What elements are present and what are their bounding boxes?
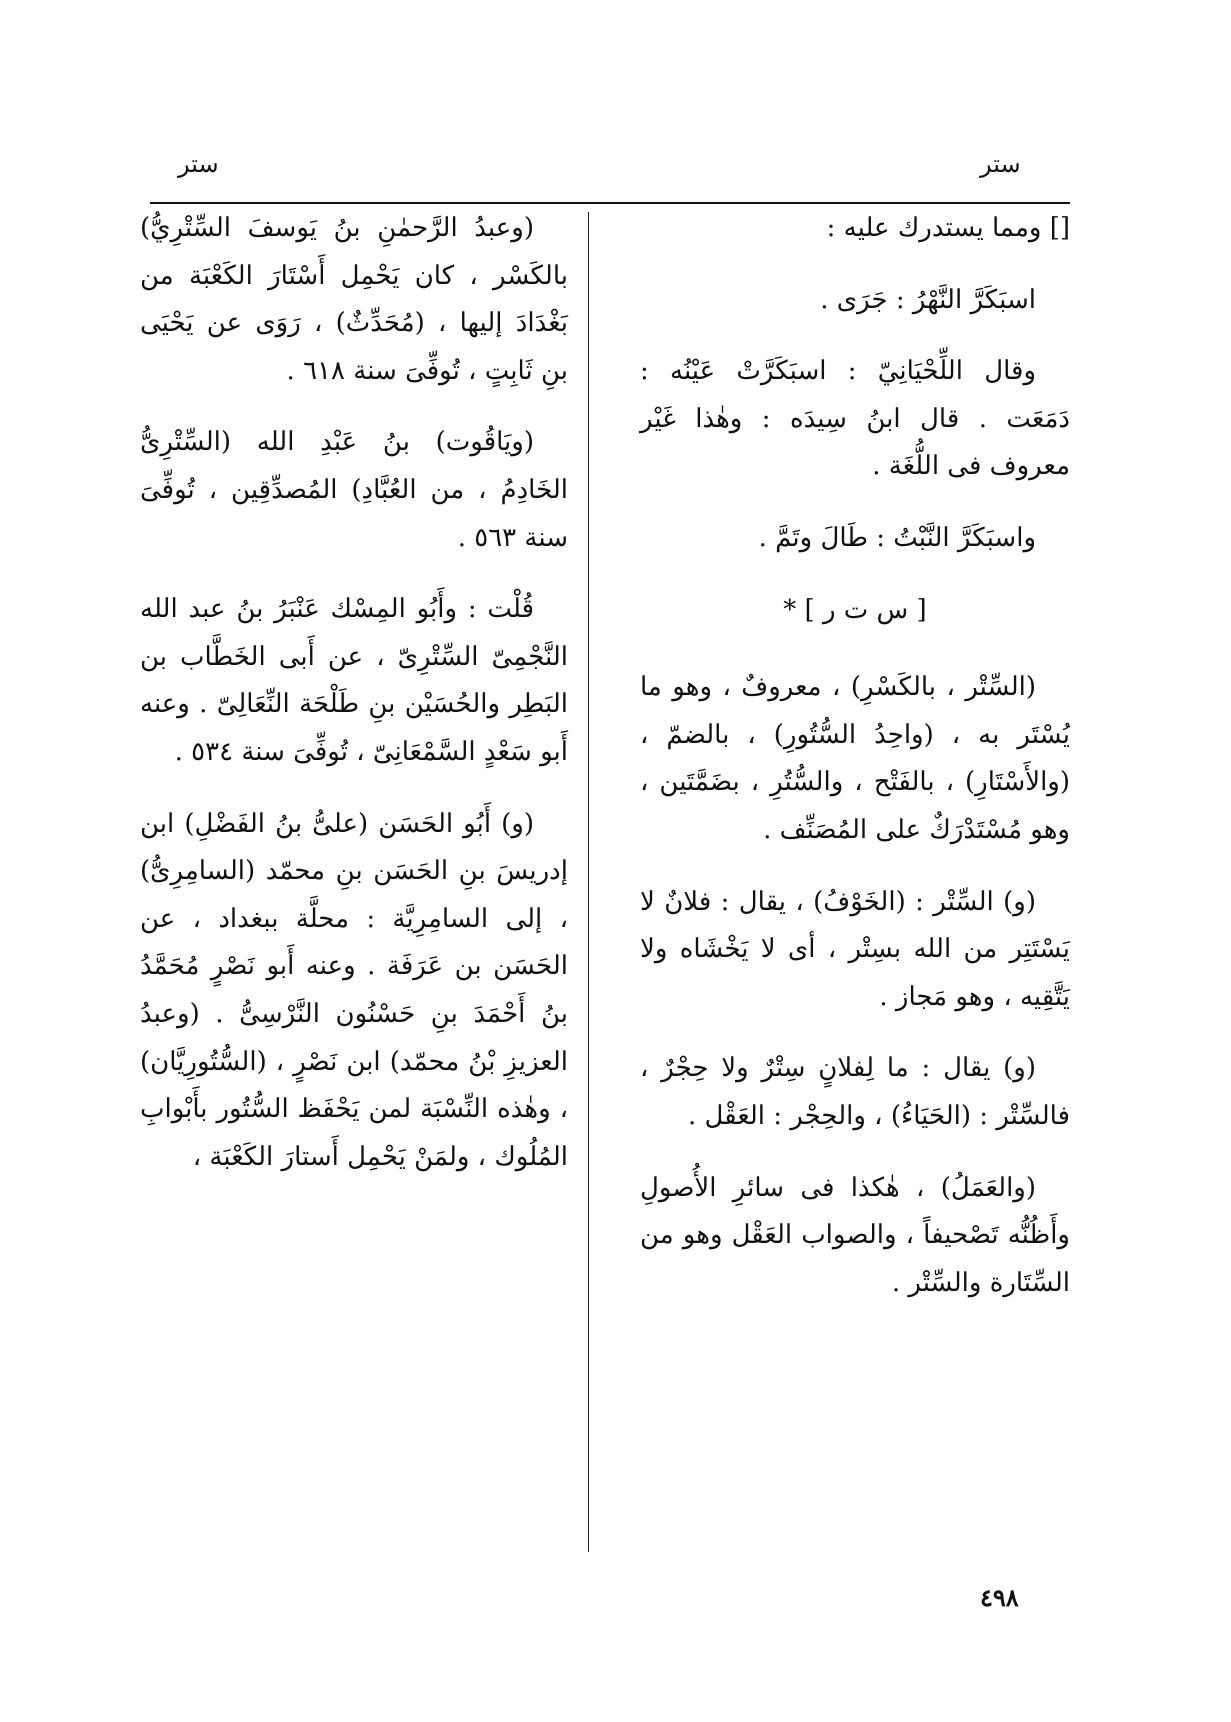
paragraph: (ويَاقُوت) بنُ عَبْدِ الله (السِّتْرِىُّ الخَادِمُ ، من العُبَّادِ) المُصدِّقِين ، تُوفِّىَ سنة ٥٦٣ . [140,427,568,553]
running-head-right: ستر [980,150,1021,178]
paragraph: (وعبدُ الرَّحمٰنِ بنُ يَوسفَ السِّتْرِيُّ) بالكَسْر ، كان يَحْمِل أَسْتَارَ الكَعْبَة من بَغْدَادَ إليها ، (مُحَدِّثٌ) ، رَوَى عن يَحْيَى بنِ ثَابِتٍ ، تُوفِّىَ سنة ٦١٨ . [140,213,568,386]
paragraph: [] ومما يستدرك عليه : [826,213,1070,243]
left-column [140,205,568,1205]
paragraph: واسبَكَرَّ النَّبْتُ : طَالَ وتَمَّ . [758,522,1036,553]
paragraph: (و) أَبُو الحَسَن (علىُّ بنُ الفَضْلِ) ابن إدريسَ بنِ الحَسَن بنِ محمّد (السامِرِىُّ) ، إلى السامِرِيَّة : محلَّة ببغداد ، عن الحَسَن بن عَرَفَة . وعنه أَبو نَصْرٍ مُحَمَّدُ بنُ أَحْمَدَ بنِ حَسْنُون النَّرْسِىُّ . (وعبدُ العزيزِ بْنُ محمّد) ابن نَصْرٍ ، (السُّتُورِيَّان) ، وهٰذه النِّسْبَة لمن يَحْفَظ السُّتُور بأَبْوابِ المُلُوك ، ولمَنْ يَحْمِل أَستارَ الكَعْبَة ، [140,808,568,1172]
running-head-left: ستر [178,150,219,178]
paragraph: (السِّتْر ، بالكَسْرِ) ، معروفٌ ، وهو ما يُسْتَر به ، (واحِدُ السُّتُورِ) ، بالضمّ ، (والأَسْتَارِ) ، بالفَتْح ، والسُّتُرِ ، بضَمَّتَين ، وهو مُسْتَدْرَكٌ على المُصَنِّف . [640,672,1070,845]
paragraph: (و) السِّتْر : (الخَوْفُ) ، يقال : فلانٌ لا يَسْتَتِر من الله بسِتْر ، أى لا يَخْشَاه ولا يَتَّقِيه ، وهو مَجاز . [640,886,1070,1012]
paragraph: (و) يقال : ما لِفلانٍ سِتْرٌ ولا حِجْرٌ ، فالسِّتْر : (الحَيَاءُ) ، والحِجْر : العَقْل . [640,1053,1070,1131]
page-number: ٤٩٨ [980,1583,1019,1612]
column-divider [588,212,589,1552]
header-rule [150,202,1070,204]
paragraph: قُلْت : وأَبُو المِسْك عَنْبَرُ بنُ عبد الله النَّجْمِىّ السِّتْرِىّ ، عن أَبى الخَطَّاب بن البَطِر والحُسَيْن بنِ طَلْحَة النِّعَالِىّ . وعنه أَبو سَعْدٍ السَّمْعَانِىّ ، تُوفِّىَ سنة ٥٣٤ . [140,594,568,767]
paragraph: اسبَكَرَّ النَّهْرُ : جَرَى . [820,284,1036,315]
entry-heading: [ س ت ر ] * [783,594,927,625]
paragraph: (والعَمَلُ) ، هٰكذا فى سائرِ الأُصولِ وأَظُنُّه تَصْحيفاً ، والصواب العَقْل وهو من السِّتَارة والسِّتْر . [640,1172,1070,1298]
right-column [640,205,1070,1331]
paragraph: وقال اللِّحْيَانِيّ : اسبَكَرَّتْ عَيْنُه : دَمَعَت . قال ابنُ سِيدَه : وهٰذا غَيْر معروف فى اللُّغَة . [640,356,1070,482]
